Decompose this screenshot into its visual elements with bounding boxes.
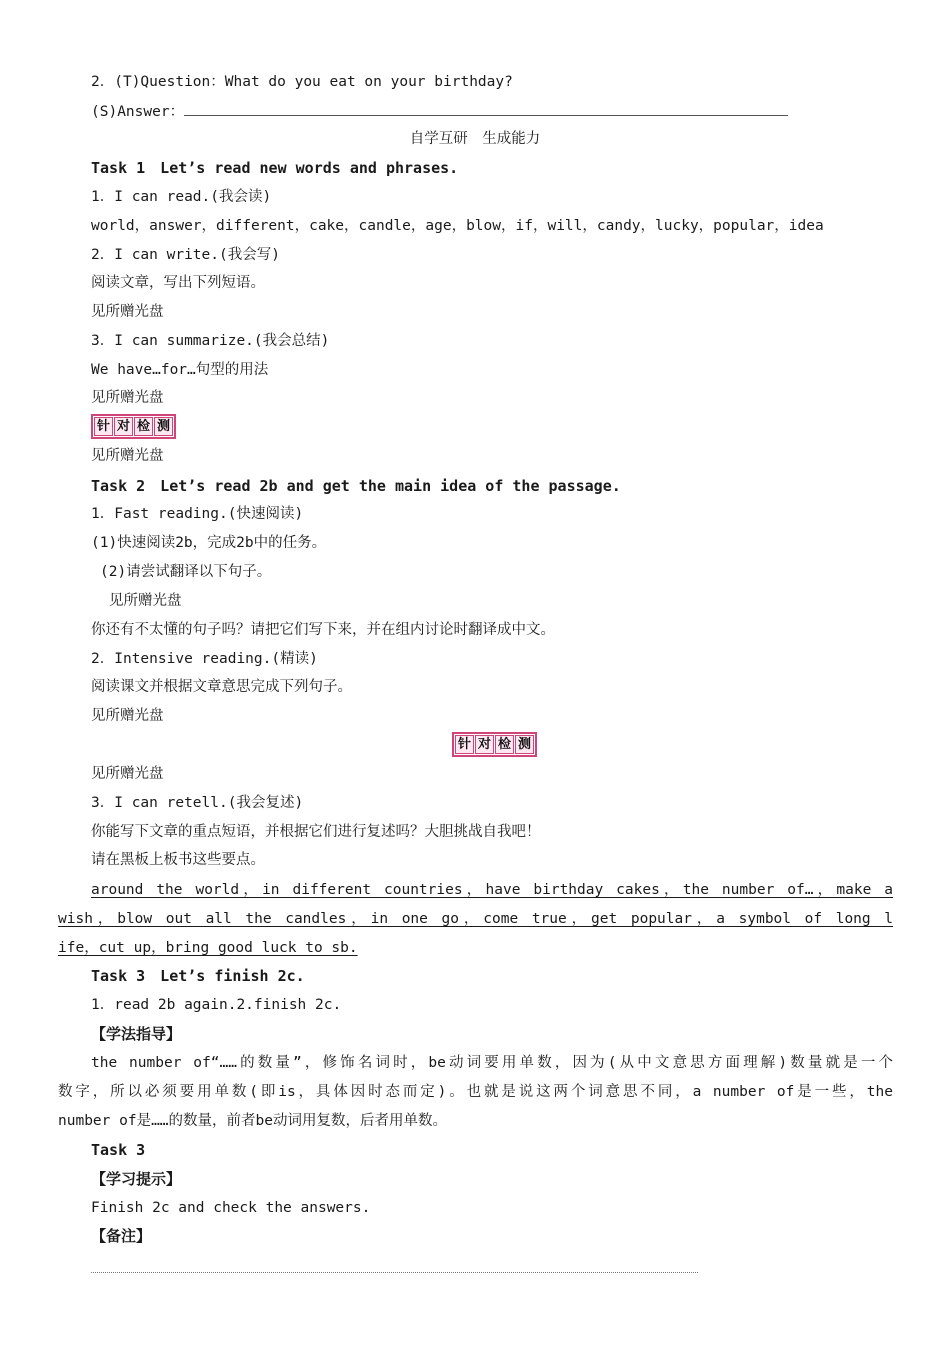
task3-title-2: Task 3: [91, 1141, 146, 1159]
stamp-char: 检: [495, 735, 514, 754]
task1-title: Task 1 Let’s read new words and phrases.: [91, 159, 459, 177]
task1-word-list: world，answer，different，cake，candle，age，blow，if，will，candy，lucky，popular，idea: [91, 218, 824, 234]
task2-item1: 1．Fast reading.(快速阅读): [91, 506, 304, 522]
task2-item2: 2．Intensive reading.(精读): [91, 651, 318, 667]
task3-steps: 1．read 2b again.2.finish 2c.: [91, 997, 342, 1013]
task1-item3-text: We have…for…句型的用法: [91, 362, 269, 378]
stamp-char: 针: [455, 735, 474, 754]
study-guide-text: 数字，所以必须要用单数(即is，具体因时态而定)。也就是说这两个词意思不同，a number of是一些，the: [58, 1084, 893, 1100]
answer-line: [91, 101, 788, 122]
task1-item2-ref: 见所赠光盘: [91, 304, 164, 320]
task3-title: Task 3 Let’s finish 2c.: [91, 967, 305, 985]
task2-title: Task 2 Let’s read 2b and get the main idea of the passage.: [91, 477, 621, 495]
answer-label: (S)Answer：: [91, 104, 185, 120]
study-guide-text: number of是……的数量，前者be动词用复数，后者用单数。: [58, 1113, 447, 1129]
task2-item3-text: 你能写下文章的重点短语，并根据它们进行复述吗？大胆挑战自我吧！: [91, 824, 541, 840]
task1-item2-text: 阅读文章，写出下列短语。: [91, 275, 265, 291]
check-stamp: [452, 732, 537, 757]
notes-rule: [91, 1272, 698, 1273]
stamp-char: 对: [114, 417, 133, 436]
notes-heading: 【备注】: [91, 1227, 152, 1245]
stamp-char: 对: [475, 735, 494, 754]
task1-item3: 3．I can summarize.(我会总结): [91, 333, 330, 349]
stamp-char: 测: [515, 735, 534, 754]
stamp-char: 检: [134, 417, 153, 436]
check-stamp: [91, 414, 176, 439]
key-phrases-line: ife，cut up，bring good luck to sb.: [58, 940, 358, 956]
task2-sub2-ref: 见所赠光盘: [109, 593, 182, 609]
task1-check-ref: 见所赠光盘: [91, 448, 164, 464]
answer-blank: [184, 101, 788, 116]
task2-sub1: (1)快速阅读2b，完成2b中的任务。: [91, 535, 327, 551]
task1-item2: 2．I can write.(我会写): [91, 247, 280, 263]
study-guide-text: the number of“……的数量”，修饰名词时，be动词要用单数，因为(从中文意思方面理解)数量就是一个: [91, 1055, 893, 1071]
task2-item2-ref: 见所赠光盘: [91, 708, 164, 724]
key-phrases-line: around the world，in different countries，have birthday cakes，the number of…，make a: [91, 882, 893, 898]
task2-item3-text2: 请在黑板上板书这些要点。: [91, 852, 265, 868]
key-phrases-line: wish，blow out all the candles，in one go，come true，get popular，a symbol of long l: [58, 911, 893, 927]
study-tip-text: Finish 2c and check the answers.: [91, 1200, 371, 1216]
task1-item1: 1．I can read.(我会读): [91, 189, 272, 205]
stamp-char: 测: [154, 417, 173, 436]
study-guide-heading: 【学法指导】: [91, 1025, 182, 1043]
study-tip-heading: 【学习提示】: [91, 1170, 182, 1188]
task2-sub2: (2)请尝试翻译以下句子。: [100, 564, 272, 580]
task2-question: 你还有不太懂的句子吗？请把它们写下来，并在组内讨论时翻译成中文。: [91, 622, 555, 638]
question-line: 2．(T)Question：What do you eat on your birthday?: [91, 74, 513, 90]
task2-item3: 3．I can retell.(我会复述): [91, 795, 304, 811]
task1-item3-ref: 见所赠光盘: [91, 390, 164, 406]
stamp-char: 针: [94, 417, 113, 436]
section-heading: 自学互研 生成能力: [409, 131, 541, 147]
task2-check-ref: 见所赠光盘: [91, 766, 164, 782]
task2-item2-text: 阅读课文并根据文章意思完成下列句子。: [91, 679, 352, 695]
